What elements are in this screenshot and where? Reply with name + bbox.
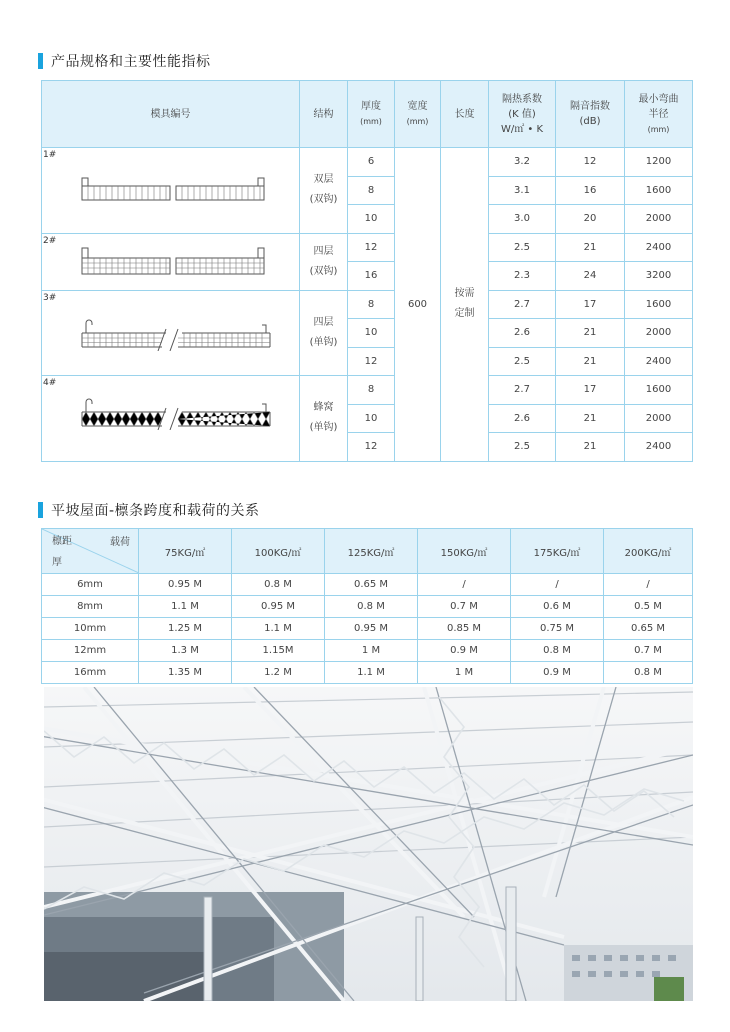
row-thickness: 6mm <box>42 574 139 596</box>
db-cell: 17 <box>556 290 625 319</box>
roof-truss-illustration <box>44 687 693 1001</box>
spec-header-row <box>42 81 693 148</box>
header-sound-label: 隔音指数 <box>570 101 610 112</box>
db-cell: 21 <box>556 404 625 433</box>
load-column-header: 100KG/㎡ <box>232 529 325 574</box>
header-length: 长度 <box>441 81 489 148</box>
profile-four-wall-icon <box>78 244 268 278</box>
table-row <box>42 662 693 684</box>
db-cell: 17 <box>556 376 625 405</box>
radius-cell: 1200 <box>625 148 693 177</box>
k-cell: 3.1 <box>489 176 556 205</box>
span-value: 0.95 M <box>232 596 325 618</box>
span-value: 1.1 M <box>232 618 325 640</box>
header-width-label: 宽度 <box>407 101 428 112</box>
header-thickness-unit: (mm) <box>360 117 382 126</box>
thickness-cell: 12 <box>348 347 395 376</box>
model-cell-2 <box>42 233 300 290</box>
structure-sub: (单钩) <box>309 336 338 348</box>
section-title-text: 产品规格和主要性能指标 <box>51 54 211 70</box>
structure-label: 四层 <box>313 316 334 328</box>
header-thickness <box>348 81 395 148</box>
db-cell: 21 <box>556 319 625 348</box>
structure-sub: (双钩) <box>309 194 338 206</box>
radius-cell: 1600 <box>625 176 693 205</box>
row-thickness: 10mm <box>42 618 139 640</box>
structure-sub: (单钩) <box>309 422 338 434</box>
structure-label: 蜂窝 <box>313 402 334 414</box>
k-cell: 2.5 <box>489 233 556 262</box>
span-value: 0.95 M <box>325 618 418 640</box>
row-thickness: 8mm <box>42 596 139 618</box>
corner-load-label: 载荷 <box>110 537 130 548</box>
table-row <box>42 640 693 662</box>
width-cell: 600 <box>395 148 441 462</box>
k-cell: 2.6 <box>489 319 556 348</box>
span-value: 0.65 M <box>325 574 418 596</box>
header-radius <box>625 81 693 148</box>
table-row <box>42 596 693 618</box>
header-k-sub: (K 值) <box>508 108 536 120</box>
model-id: 1# <box>43 150 57 160</box>
span-value: 0.85 M <box>418 618 511 640</box>
header-width-unit: (mm) <box>406 117 429 126</box>
length-label-2: 定制 <box>454 308 475 320</box>
structure-cell <box>300 376 348 462</box>
structure-label: 四层 <box>313 245 334 257</box>
load-column-header: 125KG/㎡ <box>325 529 418 574</box>
span-value: 0.7 M <box>604 640 693 662</box>
radius-cell: 2400 <box>625 347 693 376</box>
header-k-value <box>489 81 556 148</box>
profile-four-wall-single-hook-icon <box>78 317 274 351</box>
corner-header <box>42 529 139 574</box>
length-label: 按需 <box>454 288 475 300</box>
profile-honeycomb-icon <box>78 396 274 430</box>
section-title-specs <box>38 52 211 70</box>
load-column-header: 175KG/㎡ <box>511 529 604 574</box>
radius-cell: 2400 <box>625 433 693 462</box>
structure-sub: (双钩) <box>309 265 338 277</box>
span-value: 0.5 M <box>604 596 693 618</box>
table-row <box>42 290 693 319</box>
header-sound <box>556 81 625 148</box>
span-value: / <box>604 574 693 596</box>
header-radius-unit: (mm) <box>647 124 670 134</box>
table-row <box>42 148 693 177</box>
spec-table <box>41 80 693 462</box>
db-cell: 21 <box>556 347 625 376</box>
k-cell: 2.7 <box>489 290 556 319</box>
load-column-header: 150KG/㎡ <box>418 529 511 574</box>
span-value: 0.95 M <box>139 574 232 596</box>
load-column-header: 75KG/㎡ <box>139 529 232 574</box>
thickness-cell: 10 <box>348 319 395 348</box>
header-k-unit: W/㎡ • K <box>500 123 544 135</box>
span-value: 0.8 M <box>604 662 693 684</box>
radius-cell: 3200 <box>625 262 693 291</box>
span-value: 1.1 M <box>139 596 232 618</box>
span-value: / <box>418 574 511 596</box>
structure-label: 双层 <box>313 174 334 186</box>
span-value: 1 M <box>325 640 418 662</box>
thickness-cell: 12 <box>348 233 395 262</box>
thickness-cell: 8 <box>348 290 395 319</box>
span-value: 0.9 M <box>511 662 604 684</box>
thickness-cell: 12 <box>348 433 395 462</box>
thickness-cell: 10 <box>348 404 395 433</box>
span-value: 0.65 M <box>604 618 693 640</box>
thickness-cell: 10 <box>348 205 395 234</box>
row-thickness: 16mm <box>42 662 139 684</box>
db-cell: 16 <box>556 176 625 205</box>
structure-cell <box>300 290 348 376</box>
table-row <box>42 618 693 640</box>
span-value: 1 M <box>418 662 511 684</box>
row-thickness: 12mm <box>42 640 139 662</box>
header-k-label: 隔热系数 <box>502 93 542 105</box>
radius-cell: 2400 <box>625 233 693 262</box>
thickness-cell: 16 <box>348 262 395 291</box>
header-radius-label: 最小弯曲 <box>638 93 679 105</box>
table-row <box>42 233 693 262</box>
db-cell: 24 <box>556 262 625 291</box>
k-cell: 2.7 <box>489 376 556 405</box>
model-cell-4 <box>42 376 300 462</box>
span-value: 0.8 M <box>325 596 418 618</box>
span-value: 0.6 M <box>511 596 604 618</box>
radius-cell: 1600 <box>625 376 693 405</box>
structure-cell <box>300 233 348 290</box>
model-id: 2# <box>43 235 57 246</box>
model-cell-1 <box>42 148 300 234</box>
thickness-cell: 8 <box>348 376 395 405</box>
header-thickness-label: 厚度 <box>361 101 381 112</box>
thickness-cell: 8 <box>348 176 395 205</box>
header-structure: 结构 <box>300 81 348 148</box>
radius-cell: 1600 <box>625 290 693 319</box>
table-row <box>42 376 693 405</box>
k-cell: 3.2 <box>489 148 556 177</box>
table-row <box>42 574 693 596</box>
span-value: 1.2 M <box>232 662 325 684</box>
thickness-cell: 6 <box>348 148 395 177</box>
profile-double-wall-icon <box>78 174 268 204</box>
load-column-header: 200KG/㎡ <box>604 529 693 574</box>
span-value: 0.9 M <box>418 640 511 662</box>
span-value: 0.8 M <box>232 574 325 596</box>
steel-roof-structure-photo <box>44 687 693 1001</box>
header-width <box>395 81 441 148</box>
span-value: 0.75 M <box>511 618 604 640</box>
header-sound-unit: (dB) <box>579 116 601 127</box>
radius-cell: 2000 <box>625 319 693 348</box>
model-id: 3# <box>43 292 57 303</box>
structure-cell <box>300 148 348 234</box>
radius-cell: 2000 <box>625 205 693 234</box>
corner-span-label: 檩距 <box>52 536 72 547</box>
k-cell: 2.3 <box>489 262 556 291</box>
span-value: 0.8 M <box>511 640 604 662</box>
header-radius-label-2: 半径 <box>648 108 669 120</box>
span-value: 0.7 M <box>418 596 511 618</box>
section-title-text: 平坡屋面-檩条跨度和载荷的关系 <box>51 503 260 519</box>
span-value: 1.1 M <box>325 662 418 684</box>
k-cell: 3.0 <box>489 205 556 234</box>
span-value: 1.35 M <box>139 662 232 684</box>
span-value: / <box>511 574 604 596</box>
load-table <box>41 528 693 684</box>
corner-thickness-label: 厚 <box>52 557 62 568</box>
load-header-row <box>42 529 693 574</box>
db-cell: 12 <box>556 148 625 177</box>
span-value: 1.3 M <box>139 640 232 662</box>
k-cell: 2.5 <box>489 347 556 376</box>
span-value: 1.15M <box>232 640 325 662</box>
db-cell: 20 <box>556 205 625 234</box>
k-cell: 2.5 <box>489 433 556 462</box>
section-title-load <box>38 501 260 519</box>
db-cell: 21 <box>556 233 625 262</box>
db-cell: 21 <box>556 433 625 462</box>
header-model: 模具编号 <box>42 81 300 148</box>
model-id: 4# <box>43 378 57 388</box>
radius-cell: 2000 <box>625 404 693 433</box>
model-cell-3 <box>42 290 300 376</box>
length-cell <box>441 148 489 462</box>
section-marker <box>38 53 43 69</box>
section-marker <box>38 502 43 518</box>
k-cell: 2.6 <box>489 404 556 433</box>
span-value: 1.25 M <box>139 618 232 640</box>
